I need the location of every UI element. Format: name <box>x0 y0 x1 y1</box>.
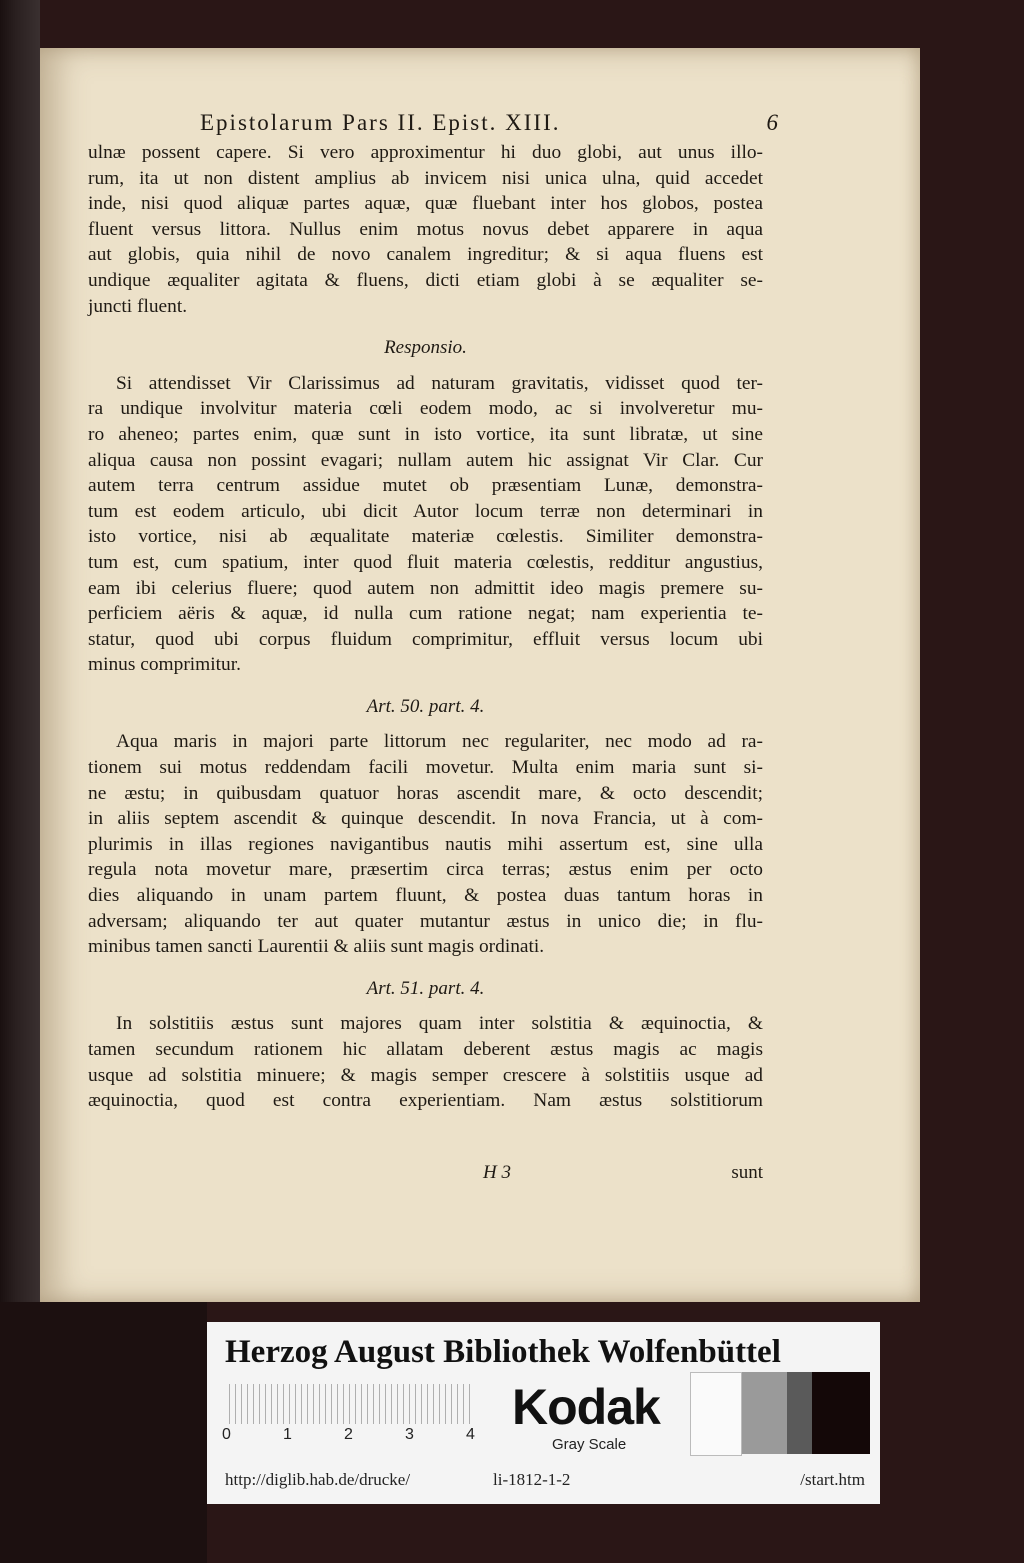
ruler-numbers <box>222 1426 482 1448</box>
text-line: In solstitiis æstus sunt majores quam inter solstitia & æquinoctia, & <box>116 1013 763 1035</box>
text-line: tum est, cum spatium, inter quod fluit materia cœlestis, redditur angustius, <box>88 551 763 573</box>
ruler-scale <box>229 1384 474 1424</box>
text-line: tamen secundum rationem hic allatam deberent æstus magis ac magis <box>88 1039 763 1060</box>
gray-swatch-black <box>812 1372 870 1454</box>
text-line: plurimis in illas regiones navigantibus nautis mihi assertum est, sine ulla <box>88 833 763 855</box>
background-margin <box>0 1302 207 1563</box>
ruler-number: 1 <box>283 1426 292 1443</box>
text-line: perficiem aëris & aquæ, id nulla cum ratione negat; nam experientia te- <box>88 603 763 625</box>
text-line: ne æstu; in quibusdam quatuor horas ascendit mare, & octo descendit; <box>88 782 763 804</box>
text-line: statur, quod ubi corpus fluidum comprimitur, effluit versus locum ubi <box>88 628 763 650</box>
text-line: aut globis, quia nihil de novo canalem ingreditur; & si aqua fluens est <box>88 244 763 266</box>
url-id: li-1812-1-2 <box>493 1470 571 1489</box>
text-line: Si attendisset Vir Clarissimus ad naturam gravitatis, vidisset quod ter- <box>116 372 763 394</box>
text-line: autem terra centrum assidue mutet ob præsentiam Lunæ, demonstra- <box>88 475 763 497</box>
main-text <box>88 140 763 1114</box>
text-line: ulnæ possent capere. Si vero approximentur hi duo globi, aut unus illo- <box>88 142 763 163</box>
page-number: 6 <box>766 110 780 135</box>
text-line: dies aliquando in unam partem fluunt, & postea duas tantum horas in <box>88 885 763 907</box>
text-line: fluent versus littora. Nullus enim motus novus debet apparere in aqua <box>88 218 763 240</box>
text-line: juncti fluent. <box>88 295 188 317</box>
gray-swatch-mid <box>787 1372 812 1454</box>
section-heading: Responsio. <box>384 337 467 359</box>
library-scale-card <box>207 1322 880 1504</box>
text-line: adversam; aliquando ter aut quater mutantur æstus in unico die; in flu- <box>88 910 763 932</box>
page-footer <box>88 1162 763 1188</box>
gray-swatch-white <box>690 1372 742 1456</box>
text-line: in aliis septem ascendit & quinque descendit. In nova Francia, ut à com- <box>88 808 763 830</box>
text-line: minibus tamen sancti Laurentii & aliis sunt magis ordinati. <box>88 936 545 958</box>
text-line: regula nota movetur mare, præsertim circa terras; æstus enim per octo <box>88 859 763 881</box>
ruler-number: 3 <box>405 1426 414 1443</box>
text-line: rum, ita ut non distent amplius ab invicem nisi unica ulna, quid accedet <box>88 167 763 189</box>
text-line: usque ad solstitia minuere; & magis semper crescere à solstitiis usque ad <box>88 1064 763 1086</box>
library-name: Herzog August Bibliothek Wolfenbüttel <box>225 1334 781 1370</box>
url-base: http://diglib.hab.de/drucke/ <box>225 1470 411 1489</box>
text-line: tum est eodem articulo, ubi dicit Autor locum terræ non determinari in <box>88 500 763 522</box>
text-line: minus comprimitur. <box>88 654 241 676</box>
text-line: isto vortice, nisi ab æqualitate materiæ cœlestis. Similiter demonstra- <box>88 526 763 548</box>
kodak-logo: Kodak <box>512 1379 660 1435</box>
ruler-number: 2 <box>344 1426 353 1443</box>
text-line: æquinoctia, quod est contra experientiam. Nam æstus solstitiorum <box>88 1090 763 1112</box>
ruler-number: 0 <box>222 1426 231 1443</box>
card-url <box>225 1470 865 1496</box>
text-line: tionem sui motus reddendam facili movetur. Multa enim maria sunt si- <box>88 757 763 779</box>
url-suffix: /start.htm <box>800 1470 865 1489</box>
text-line: aliqua causa non possint evagari; nullam autem hic assignat Vir Clar. Cur <box>88 449 763 471</box>
signature-mark: H 3 <box>483 1162 511 1183</box>
text-line: inde, nisi quod aliquæ partes aquæ, quæ fluebant inter hos globos, postea <box>88 193 763 215</box>
gray-swatch-light <box>742 1372 787 1454</box>
text-line: undique æqualiter agitata & fluens, dicti etiam globi à se æqualiter se- <box>88 269 763 291</box>
catchword: sunt <box>731 1162 763 1183</box>
gray-scale-label: Gray Scale <box>552 1436 627 1453</box>
section-heading: Art. 51. part. 4. <box>366 977 485 999</box>
text-line: eam ibi celerius fluere; quod autem non admittit ideo magis premere su- <box>88 577 763 599</box>
section-heading: Art. 50. part. 4. <box>366 695 485 717</box>
running-head-title: Epistolarum Pars II. Epist. XIII. <box>200 110 561 135</box>
running-head <box>200 110 780 144</box>
text-line: Aqua maris in majori parte littorum nec regulariter, nec modo ad ra- <box>116 731 763 753</box>
ruler-number: 4 <box>466 1426 475 1443</box>
text-line: ro aheneo; partes enim, quæ sunt in isto vortice, ita sunt libratæ, ut sine <box>88 423 763 445</box>
text-line: ra undique involvitur materia cœli eodem modo, ac si involveretur mu- <box>88 398 763 420</box>
